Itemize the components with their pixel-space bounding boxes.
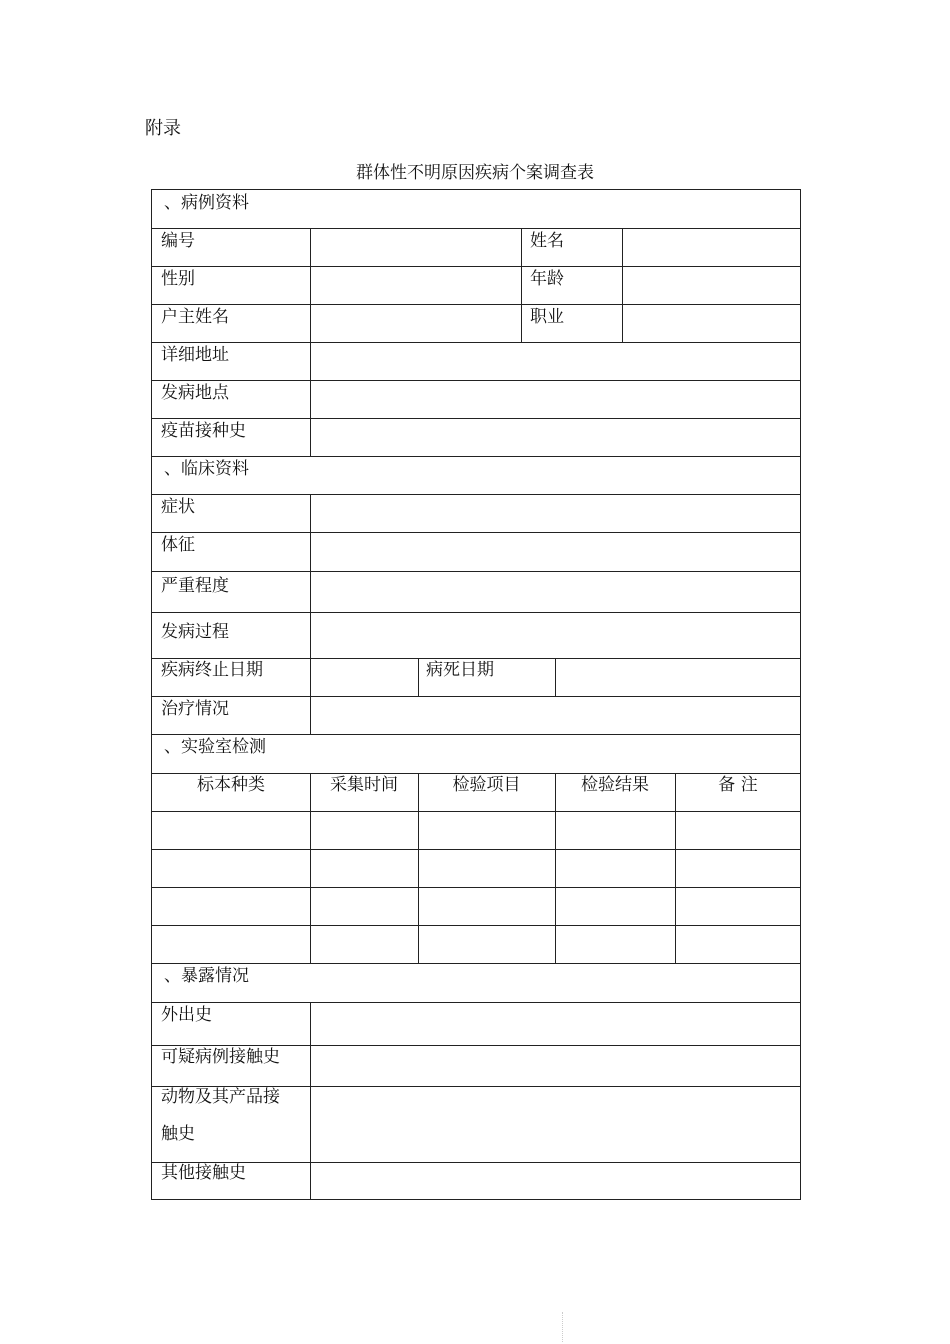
lab-cell[interactable] [311, 812, 418, 849]
section-exposure: 、暴露情况 [164, 966, 249, 986]
severity-label: 严重程度 [161, 576, 229, 596]
name-field[interactable] [623, 229, 801, 266]
section-lab: 、实验室检测 [164, 737, 266, 757]
suspect-contact-field[interactable] [311, 1046, 801, 1086]
course-field[interactable] [311, 613, 801, 658]
travel-history-label: 外出史 [161, 1005, 212, 1025]
lab-col-test-result: 检验结果 [581, 775, 649, 795]
householder-field[interactable] [311, 305, 521, 342]
lab-cell[interactable] [676, 888, 801, 925]
lab-col-collect-time: 采集时间 [330, 775, 398, 795]
death-date-field[interactable] [556, 659, 801, 696]
lab-cell[interactable] [153, 926, 310, 963]
onset-place-field[interactable] [311, 381, 801, 418]
address-field[interactable] [311, 343, 801, 380]
sex-field[interactable] [311, 267, 521, 304]
signs-field[interactable] [311, 533, 801, 571]
lab-cell[interactable] [153, 888, 310, 925]
section-case-info: 、病例资料 [164, 193, 249, 213]
animal-contact-field[interactable] [311, 1087, 801, 1162]
treatment-label: 治疗情况 [161, 699, 229, 719]
treatment-field[interactable] [311, 697, 801, 734]
age-label: 年龄 [530, 269, 564, 289]
other-contact-label: 其他接触史 [161, 1163, 246, 1183]
vaccine-history-field[interactable] [311, 419, 801, 456]
address-label: 详细地址 [161, 345, 229, 365]
course-label: 发病过程 [161, 622, 229, 642]
lab-cell[interactable] [419, 812, 555, 849]
lab-cell[interactable] [311, 888, 418, 925]
lab-cell[interactable] [311, 926, 418, 963]
symptoms-field[interactable] [311, 495, 801, 532]
age-field[interactable] [623, 267, 801, 304]
name-label: 姓名 [530, 231, 564, 251]
survey-form-table [151, 189, 801, 1200]
sex-label: 性别 [161, 269, 195, 289]
section-clinical: 、临床资料 [164, 459, 249, 479]
animal-contact-label-line1: 动物及其产品接 [161, 1087, 280, 1107]
id-label: 编号 [161, 231, 195, 251]
vaccine-history-label: 疫苗接种史 [161, 421, 246, 441]
animal-contact-label-line2: 触史 [161, 1124, 195, 1144]
signs-label: 体征 [161, 535, 195, 555]
form-title: 群体性不明原因疾病个案调查表 [356, 163, 594, 183]
appendix-label: 附录 [145, 118, 181, 139]
page-margin-mark [562, 1312, 563, 1342]
lab-cell[interactable] [676, 812, 801, 849]
other-contact-field[interactable] [311, 1163, 801, 1199]
end-date-label: 疾病终止日期 [161, 660, 263, 680]
id-field[interactable] [311, 229, 521, 266]
lab-cell[interactable] [419, 888, 555, 925]
lab-cell[interactable] [311, 850, 418, 887]
lab-cell[interactable] [556, 812, 675, 849]
occupation-field[interactable] [623, 305, 801, 342]
lab-col-remarks: 备 注 [718, 775, 758, 795]
householder-label: 户主姓名 [161, 307, 229, 327]
end-date-field[interactable] [311, 659, 418, 696]
lab-cell[interactable] [419, 850, 555, 887]
lab-cell[interactable] [419, 926, 555, 963]
lab-cell[interactable] [556, 926, 675, 963]
severity-field[interactable] [311, 572, 801, 612]
lab-cell[interactable] [556, 888, 675, 925]
lab-cell[interactable] [556, 850, 675, 887]
suspect-contact-label: 可疑病例接触史 [161, 1047, 280, 1067]
travel-history-field[interactable] [311, 1003, 801, 1045]
death-date-label: 病死日期 [426, 660, 494, 680]
lab-cell[interactable] [153, 812, 310, 849]
lab-col-specimen: 标本种类 [197, 775, 265, 795]
lab-cell[interactable] [153, 850, 310, 887]
lab-col-test-item: 检验项目 [452, 775, 521, 795]
onset-place-label: 发病地点 [161, 383, 229, 403]
lab-cell[interactable] [676, 850, 801, 887]
occupation-label: 职业 [530, 307, 564, 327]
symptoms-label: 症状 [161, 497, 195, 517]
lab-cell[interactable] [676, 926, 801, 963]
